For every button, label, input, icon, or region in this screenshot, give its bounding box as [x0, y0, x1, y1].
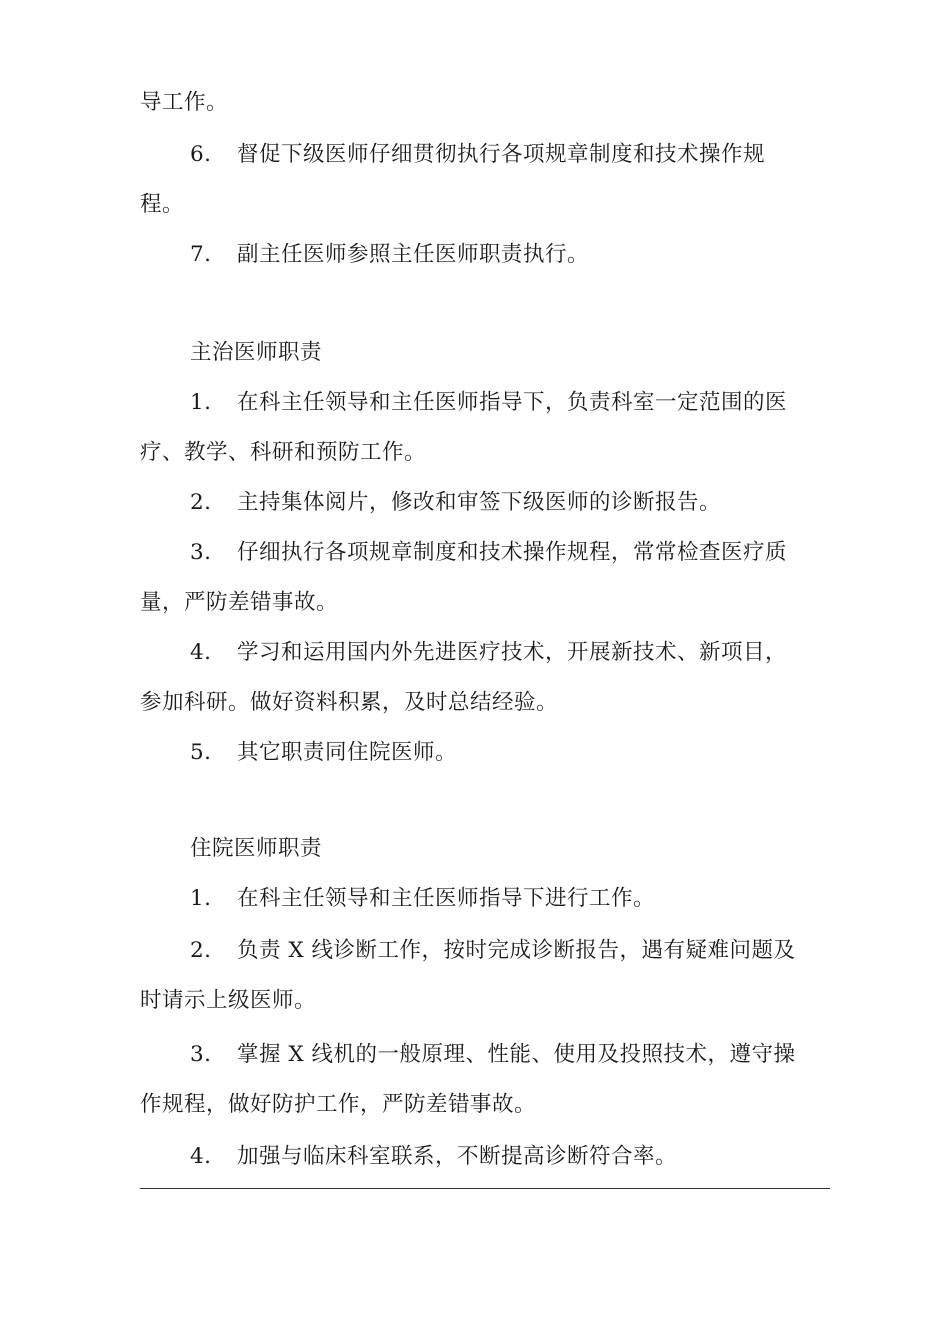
list-number: 3.: [190, 540, 212, 565]
list-item: [190, 1040, 795, 1070]
list-number: 4.: [190, 640, 212, 665]
list-text: 在科主任领导和主任医师指导下，负责科室一定范围的医: [237, 390, 788, 415]
text-line: 时请示上级医师。: [140, 988, 317, 1013]
text-line: 参加科研。做好资料积累，及时总结经验。: [140, 690, 559, 715]
list-text: 学习和运用国内外先进医疗技术，开展新技术、新项目，: [237, 640, 788, 665]
list-number: 1.: [190, 886, 212, 911]
list-text: 加强与临床科室联系，不断提高诊断符合率。: [237, 1144, 678, 1169]
list-item: [190, 738, 457, 768]
list-item: [190, 140, 765, 170]
list-item: [190, 388, 787, 418]
section-heading: 住院医师职责: [190, 836, 323, 861]
list-number: 3.: [190, 1042, 212, 1067]
list-number: 5.: [190, 740, 212, 765]
list-text: 副主任医师参照主任医师职责执行。: [237, 242, 590, 267]
text-line: 作规程，做好防护工作，严防差错事故。: [140, 1092, 537, 1117]
text-line: 导工作。: [140, 90, 229, 115]
list-item: [190, 240, 589, 270]
list-item: [190, 638, 787, 668]
list-text: 在科主任领导和主任医师指导下进行工作。: [237, 886, 656, 911]
list-item: [190, 936, 795, 966]
list-text: 其它职责同住院医师。: [237, 740, 458, 765]
list-item: [190, 884, 655, 914]
list-number: 1.: [190, 390, 212, 415]
list-text: 负责 X 线诊断工作，按时完成诊断报告，遇有疑难问题及: [237, 938, 796, 963]
text-line: 程。: [140, 192, 185, 217]
list-item: [190, 488, 721, 518]
document-page: [140, 0, 830, 1344]
text-line: 疗、教学、科研和预防工作。: [140, 440, 427, 465]
list-text: 督促下级医师仔细贯彻执行各项规章制度和技术操作规: [237, 142, 766, 167]
list-item: [190, 538, 787, 568]
list-number: 2.: [190, 938, 212, 963]
list-number: 6.: [190, 142, 212, 167]
list-text: 仔细执行各项规章制度和技术操作规程，常常检查医疗质: [237, 540, 788, 565]
section-heading: 主治医师职责: [190, 340, 323, 365]
text-line: 量，严防差错事故。: [140, 590, 339, 615]
list-number: 4.: [190, 1144, 212, 1169]
list-number: 2.: [190, 490, 212, 515]
footer-divider: [140, 1188, 830, 1189]
list-item: [190, 1142, 677, 1172]
list-number: 7.: [190, 242, 212, 267]
list-text: 掌握 X 线机的一般原理、性能、使用及投照技术，遵守操: [237, 1042, 796, 1067]
list-text: 主持集体阅片，修改和审签下级医师的诊断报告。: [237, 490, 722, 515]
